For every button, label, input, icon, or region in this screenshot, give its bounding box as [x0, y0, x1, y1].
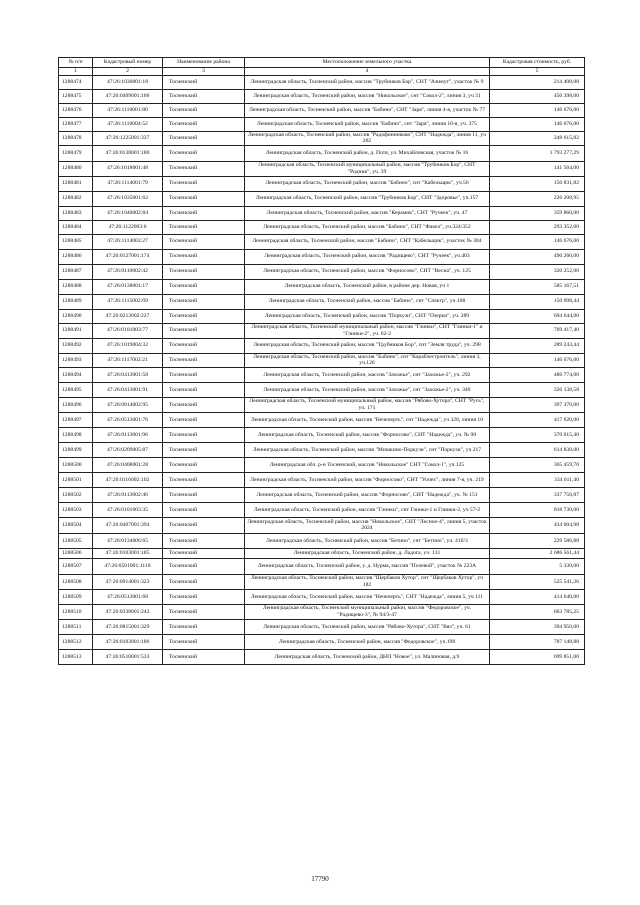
district-name: Тосненский [163, 397, 245, 412]
table-row [59, 294, 585, 309]
plot-location: Ленинградская область, Тосненский район, массив "Трубников Бор", СНТ "Здоровье", уч.157 [245, 191, 490, 206]
table-row [59, 367, 585, 382]
table-row [59, 589, 585, 604]
row-number: 1288513 [59, 649, 93, 664]
cadastral-value: 486 774,00 [490, 367, 585, 382]
cadastral-value: 248 615,82 [490, 131, 585, 145]
column-number: 5 [490, 68, 585, 76]
cadastral-value: 150 098,44 [490, 294, 585, 309]
cadastral-number: 47:26:0213002:227 [93, 309, 163, 323]
cadastral-value: 614 838,00 [490, 442, 585, 457]
cadastral-value: 818 730,00 [490, 502, 585, 517]
cadastral-value: 663 785,25 [490, 604, 585, 619]
cadastral-number: 47:26:0413001:58 [93, 367, 163, 382]
cadastral-number: 47:26:0814002:95 [93, 397, 163, 412]
cadastral-number: 47:26:0413001:91 [93, 382, 163, 397]
plot-location: Ленинградская область, Тосненский район, массив "Бабино", снт "Кораблестроитель", линия 3, уч.126 [245, 353, 490, 367]
cadastral-number: 47:26:1115002:69 [93, 294, 163, 309]
cadastral-value: 326 138,58 [490, 382, 585, 397]
district-name: Тосненский [163, 382, 245, 397]
row-number: 1288475 [59, 89, 93, 103]
cadastral-value: 434 004,98 [490, 517, 585, 533]
table-row [59, 264, 585, 279]
row-number: 1288512 [59, 634, 93, 649]
district-name: Тосненский [163, 502, 245, 517]
row-number: 1288479 [59, 145, 93, 161]
header-cell-location: Местоположение земельного участка [245, 58, 490, 68]
district-name: Тосненский [163, 589, 245, 604]
row-number: 1288494 [59, 367, 93, 382]
cadastral-value: 450 398,00 [490, 89, 585, 103]
table-row [59, 397, 585, 412]
district-name: Тосненский [163, 634, 245, 649]
plot-location: Ленинградская область, Тосненский район, массив "Захожье", снт "Захожье-2", уч. 340 [245, 382, 490, 397]
table-row [59, 117, 585, 131]
district-name: Тосненский [163, 574, 245, 589]
cadastral-number: 47:26:0408001:28 [93, 457, 163, 472]
district-name: Тосненский [163, 353, 245, 367]
column-number: 4 [245, 68, 490, 76]
district-name: Тосненский [163, 442, 245, 457]
table-row [59, 533, 585, 548]
row-number: 1288485 [59, 234, 93, 249]
column-number-row [59, 68, 585, 76]
district-name: Тосненский [163, 264, 245, 279]
table-row [59, 191, 585, 206]
cadastral-value: 226 208,95 [490, 191, 585, 206]
row-number: 1288477 [59, 117, 93, 131]
row-number: 1288476 [59, 103, 93, 117]
cadastral-number: 47:26:0914001:323 [93, 574, 163, 589]
cadastral-number: 47:26:0138001:180 [93, 145, 163, 161]
cadastral-number: 47:26:0338001:243 [93, 604, 163, 619]
cadastral-value: 417 620,00 [490, 412, 585, 427]
row-number: 1288510 [59, 604, 93, 619]
table-row [59, 323, 585, 338]
table-row [59, 206, 585, 220]
row-number: 1288498 [59, 427, 93, 442]
row-number: 1288482 [59, 191, 93, 206]
plot-location: Ленинградская область, Тосненский район, массив "Бабино", снт "Кабельщик", уч.56 [245, 176, 490, 191]
district-name: Тосненский [163, 309, 245, 323]
cadastral-value: 150 831,82 [490, 176, 585, 191]
district-name: Тосненский [163, 249, 245, 264]
table-row [59, 131, 585, 145]
table-row [59, 103, 585, 117]
district-name: Тосненский [163, 279, 245, 294]
cadastral-value: 769 417,40 [490, 323, 585, 338]
plot-location: Ленинградская область, Тосненский район, д. Ладога, уч. 131 [245, 548, 490, 558]
header-cell-district: Наименование района [163, 58, 245, 68]
district-name: Тосненский [163, 191, 245, 206]
cadastral-number: 47:26:0127001:174 [93, 249, 163, 264]
table-row [59, 558, 585, 574]
plot-location: Ленинградская область, Тосненский район, массив "Федоровское", уч.198 [245, 634, 490, 649]
district-name: Тосненский [163, 145, 245, 161]
cadastral-number: 47:26:0103001:185 [93, 548, 163, 558]
row-number: 1288486 [59, 249, 93, 264]
district-name: Тосненский [163, 649, 245, 664]
table-row [59, 574, 585, 589]
plot-location: Ленинградская область, Тосненский район, массив "Рябово-Хутора", СНТ "Вяз", уч. 61 [245, 619, 490, 634]
row-number: 1288490 [59, 309, 93, 323]
cadastral-value: 289 243,44 [490, 338, 585, 353]
cadastral-value: 397 370,00 [490, 397, 585, 412]
column-number: 3 [163, 68, 245, 76]
cadastral-number: 47:26:0209005:87 [93, 442, 163, 457]
row-number: 1288480 [59, 161, 93, 176]
cadastral-number: 47:26:0513001:68 [93, 589, 163, 604]
plot-location: Ленинградская область, Тосненский район, у. д. Нурма, массив "Полевой", участок № 223А [245, 558, 490, 574]
header-row [59, 58, 585, 68]
cadastral-number: 47:26:0815001:329 [93, 619, 163, 634]
district-name: Тосненский [163, 323, 245, 338]
plot-location: Ленинградская область, Тосненский район, массив "Трубников Бор", СНТ "Азимут", участок № 9 [245, 75, 490, 89]
table-row [59, 517, 585, 533]
cadastral-value-table [58, 57, 585, 665]
table-row [59, 502, 585, 517]
row-number: 1288478 [59, 131, 93, 145]
cadastral-number: 47:26:1122003:6 [93, 220, 163, 234]
table-row [59, 279, 585, 294]
cadastral-number: 47:26:1035001:62 [93, 191, 163, 206]
row-number: 1288493 [59, 353, 93, 367]
row-number: 1288499 [59, 442, 93, 457]
table-row [59, 249, 585, 264]
cadastral-number: 47:26:1018001:48 [93, 161, 163, 176]
cadastral-number: 47:26:1030001:18 [93, 75, 163, 89]
cadastral-value: 370 015,40 [490, 427, 585, 442]
column-number: 1 [59, 68, 93, 76]
plot-location: Ленинградская область, Тосненский район, массив "Мишкино-Поркузи", снт "Поркузи", уч 217 [245, 442, 490, 457]
cadastral-number: 47:26:0101003:77 [93, 323, 163, 338]
district-name: Тосненский [163, 220, 245, 234]
table-row [59, 442, 585, 457]
plot-location: Ленинградская область, Тосненский район, массив "Нечеперть", снт "Надежда", уч 328, линия 10 [245, 412, 490, 427]
plot-location: Ленинградская область, Тосненский район, массив "Щербаков Хутор", снт "Щербаков Хутор", уч 182 [245, 574, 490, 589]
district-name: Тосненский [163, 176, 245, 191]
district-name: Тосненский [163, 427, 245, 442]
row-number: 1288491 [59, 323, 93, 338]
plot-location: Ленинградская область, Тосненский район, массив "Захожье", снт "Захожье-2", уч. 292 [245, 367, 490, 382]
cadastral-value: 699 851,00 [490, 649, 585, 664]
plot-location: Ленинградская обл. р-н Тосненский, массив "Никольское" СНТ "Сокол-1", уч.125 [245, 457, 490, 472]
district-name: Тосненский [163, 206, 245, 220]
row-number: 1288501 [59, 472, 93, 487]
table-row [59, 176, 585, 191]
row-number: 1288506 [59, 548, 93, 558]
plot-location: Ленинградская область, Тосненский район, в районе дер. Новая, уч 1 [245, 279, 490, 294]
cadastral-value: 414 640,00 [490, 589, 585, 604]
district-name: Тосненский [163, 131, 245, 145]
district-name: Тосненский [163, 619, 245, 634]
table-row [59, 649, 585, 664]
cadastral-value: 359 860,00 [490, 206, 585, 220]
cadastral-number: 47:26:1019004:32 [93, 338, 163, 353]
table-row [59, 382, 585, 397]
cadastral-value: 337 756,87 [490, 487, 585, 502]
row-number: 1288484 [59, 220, 93, 234]
table-row [59, 220, 585, 234]
row-number: 1288483 [59, 206, 93, 220]
plot-location: Ленинградская область, Тосненский муниципальный район, массив "Трубников Бор", СНТ "Родник", уч. 39 [245, 161, 490, 176]
cadastral-number: 47:26:0407001:394 [93, 517, 163, 533]
cadastral-number: 47:26:1110004:52 [93, 117, 163, 131]
row-number: 1288487 [59, 264, 93, 279]
table-row [59, 427, 585, 442]
row-number: 1288496 [59, 397, 93, 412]
cadastral-value: 146 676,00 [490, 234, 585, 249]
row-number: 1288502 [59, 487, 93, 502]
table-row [59, 145, 585, 161]
cadastral-value: 146 676,00 [490, 117, 585, 131]
cadastral-value: 1 793 277,29 [490, 145, 585, 161]
table-row [59, 457, 585, 472]
plot-location: Ленинградская область, Тосненский район, массив "Радищево", СНТ "Ручеек", уч.403 [245, 249, 490, 264]
cadastral-value: 525 541,26 [490, 574, 585, 589]
cadastral-number: 47:26:0513001:76 [93, 412, 163, 427]
cadastral-number: 47:26:0510001:533 [93, 649, 163, 664]
plot-location: Ленинградская область, Тосненский район, массив "Поркузи", СНТ "Озерки", уч. 289 [245, 309, 490, 323]
plot-location: Ленинградская область, Тосненский район, массив "Керамик", СНТ "Ручеек", уч. 47 [245, 206, 490, 220]
table-row [59, 338, 585, 353]
plot-location: Ленинградская область, Тосненский район, массив "Бабино", СНТ "Факел", уч.324/352 [245, 220, 490, 234]
column-number: 2 [93, 68, 163, 76]
row-number: 1288507 [59, 558, 93, 574]
table-row [59, 309, 585, 323]
page-number: 17790 [311, 875, 329, 883]
table-row [59, 412, 585, 427]
plot-location: Ленинградская область, Тосненский район, массив "Форносово", СНТ "Надежда", уч. № 90 [245, 427, 490, 442]
cadastral-value: 694 644,00 [490, 309, 585, 323]
table-row [59, 548, 585, 558]
row-number: 1288505 [59, 533, 93, 548]
cadastral-number: 47:26:1110001:80 [93, 103, 163, 117]
table-row [59, 161, 585, 176]
plot-location: Ленинградская область, Тосненский район, массив "Бабино", СНТ "Заря", линия 4-я, участок № 77 [245, 103, 490, 117]
cadastral-value: 5 330,00 [490, 558, 585, 574]
cadastral-number: 47:26:0113002:46 [93, 487, 163, 502]
row-number: 1288492 [59, 338, 93, 353]
cadastral-number: 47:26:0113001:96 [93, 427, 163, 442]
district-name: Тосненский [163, 367, 245, 382]
district-name: Тосненский [163, 161, 245, 176]
row-number: 1288508 [59, 574, 93, 589]
cadastral-number: 47:26:0409001:106 [93, 89, 163, 103]
plot-location: Ленинградская область, Тосненский район, массив "Форносово", СНТ "Уопех", линия 7-я, уч. 219 [245, 472, 490, 487]
row-number: 1288504 [59, 517, 93, 533]
row-number: 1288500 [59, 457, 93, 472]
plot-location: Ленинградская область, Тосненский район, массив "Никольское", снт "Сокол-2", линия 3, уч 31 [245, 89, 490, 103]
table-row [59, 234, 585, 249]
cadastral-value: 320 252,00 [490, 264, 585, 279]
cadastral-number: 47:26:1114001:79 [93, 176, 163, 191]
district-name: Тосненский [163, 457, 245, 472]
plot-location: Ленинградская область, Тосненский район, массив "Форносово", СНТ "Весна", уч. 125 [245, 264, 490, 279]
district-name: Тосненский [163, 103, 245, 117]
plot-location: Ленинградская область, Тосненский район, д. Потя, ул. Михайловская, участок № 16 [245, 145, 490, 161]
plot-location: Ленинградская область, Тосненский район, массив "Форносово", СНТ "Надежда", уч. № 151 [245, 487, 490, 502]
cadastral-value: 141 564,00 [490, 161, 585, 176]
cadastral-number: 47:26:1040002:84 [93, 206, 163, 220]
district-name: Тосненский [163, 294, 245, 309]
cadastral-number: 47:26:0101003:35 [93, 502, 163, 517]
cadastral-number: 47:26:1225001:337 [93, 131, 163, 145]
header-cell-cadastral-value: Кадастровая стоимость, руб. [490, 58, 585, 68]
header-cell-number: № п/п [59, 58, 93, 68]
plot-location: Ленинградская область, Тосненский район, массив "Глинки", снт Глинки-1 и Глинки-2, уч 57-2 [245, 502, 490, 517]
cadastral-number: 47:26:0116002:102 [93, 472, 163, 487]
cadastral-number: 47:26:0501001:1118 [93, 558, 163, 574]
district-name: Тосненский [163, 548, 245, 558]
plot-location: Ленинградская область, Тосненский район, ДНП "Новое", ул. Малиновая, д.9 [245, 649, 490, 664]
row-number: 1288481 [59, 176, 93, 191]
plot-location: Ленинградская область, Тосненский район, массив "Бабино", СНТ "Кабельщик", участок № 304 [245, 234, 490, 249]
cadastral-value: 394 950,00 [490, 619, 585, 634]
cadastral-number: 47:26:0134006:65 [93, 533, 163, 548]
cadastral-number: 47:26:0110002:42 [93, 264, 163, 279]
cadastral-value: 146 676,00 [490, 353, 585, 367]
table-row [59, 487, 585, 502]
row-number: 1288489 [59, 294, 93, 309]
row-number: 1288511 [59, 619, 93, 634]
cadastral-value: 229 586,88 [490, 533, 585, 548]
plot-location: Ленинградская область, Тосненский муниципальный район, массив "Федоровское", уч. "Радищево-3", № 94/3-47 [245, 604, 490, 619]
plot-location: Ленинградская область, Тосненский муниципальный район, массив "Рябово-Хутора", СНТ "Русь", уч. 171 [245, 397, 490, 412]
district-name: Тосненский [163, 89, 245, 103]
plot-location: Ленинградская область, Тосненский район, массив "Нечеперть", СНТ "Надежда", линия 5, уч 111 [245, 589, 490, 604]
district-name: Тосненский [163, 517, 245, 533]
table-row [59, 604, 585, 619]
district-name: Тосненский [163, 338, 245, 353]
cadastral-number: 47:26:0103001:186 [93, 634, 163, 649]
row-number: 1288495 [59, 382, 93, 397]
cadastral-number: 47:26:1117002:21 [93, 353, 163, 367]
header-cell-cadastral-number: Кадастровый номер [93, 58, 163, 68]
cadastral-value: 585 167,51 [490, 279, 585, 294]
district-name: Тосненский [163, 487, 245, 502]
row-number: 1288488 [59, 279, 93, 294]
plot-location: Ленинградская область, Тосненский район, массив "Трубников Бор", снт "Земля труда", уч. 298 [245, 338, 490, 353]
table-body [59, 75, 585, 664]
table-row [59, 619, 585, 634]
district-name: Тосненский [163, 75, 245, 89]
plot-location: Ленинградская область, Тосненский район, массив "Радофинниково", СНТ "Надежда", линия 11, уч 202 [245, 131, 490, 145]
cadastral-value: 146 676,00 [490, 103, 585, 117]
cadastral-value: 2 686 561,44 [490, 548, 585, 558]
district-name: Тосненский [163, 472, 245, 487]
table-row [59, 472, 585, 487]
district-name: Тосненский [163, 558, 245, 574]
cadastral-value: 490 260,00 [490, 249, 585, 264]
district-name: Тосненский [163, 412, 245, 427]
cadastral-value: 365 459,70 [490, 457, 585, 472]
district-name: Тосненский [163, 604, 245, 619]
row-number: 1288497 [59, 412, 93, 427]
cadastral-value: 787 148,88 [490, 634, 585, 649]
cadastral-value: 214 408,08 [490, 75, 585, 89]
plot-location: Ленинградская область, Тосненский муниципальный район, массив "Глинки", СНТ "Глинки-1" и "Глинки-2", уч. 62-2 [245, 323, 490, 338]
table-row [59, 75, 585, 89]
cadastral-value: 293 352,00 [490, 220, 585, 234]
cadastral-value: 334 611,40 [490, 472, 585, 487]
plot-location: Ленинградская область, Тосненский район, массив "Никольское", СНТ "Лесное-4", линия 5, участок 2024 [245, 517, 490, 533]
district-name: Тосненский [163, 234, 245, 249]
plot-location: Ленинградская область, Тосненский район, массив "Бетино", снт "Бетино", уч. 41б/3 [245, 533, 490, 548]
row-number: 1288474 [59, 75, 93, 89]
row-number: 1288509 [59, 589, 93, 604]
table-row [59, 353, 585, 367]
row-number: 1288503 [59, 502, 93, 517]
table-row [59, 634, 585, 649]
table-row [59, 89, 585, 103]
cadastral-number: 47:26:1114003:27 [93, 234, 163, 249]
district-name: Тосненский [163, 117, 245, 131]
registry-sheet [58, 57, 584, 665]
plot-location: Ленинградская область, Тосненский район, массив "Бабино", снт "Спектр", уч.108 [245, 294, 490, 309]
plot-location: Ленинградская область, Тосненский район, массив "Бабино", снт "Заря", линия 10-я, уч. 375 [245, 117, 490, 131]
cadastral-number: 47:26:0138001:17 [93, 279, 163, 294]
district-name: Тосненский [163, 533, 245, 548]
